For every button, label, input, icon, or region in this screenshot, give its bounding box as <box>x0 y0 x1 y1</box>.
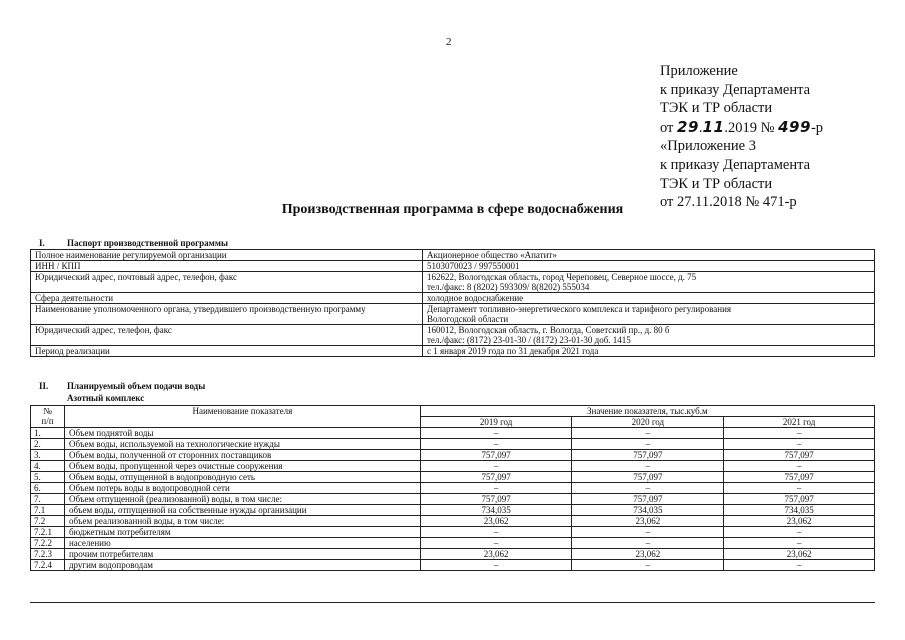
row-name: Объем воды, пропущенной через очистные сооружения <box>64 461 420 472</box>
row-value-2020: 757,097 <box>572 494 724 505</box>
row-value-2019: 757,097 <box>420 450 572 461</box>
row-name: Объем поднятой воды <box>64 428 420 439</box>
appendix-header <box>660 62 823 212</box>
passport-value <box>423 261 875 272</box>
row-value-2021: – <box>724 461 875 472</box>
row-value-2019: – <box>420 461 572 472</box>
passport-value-line: тел./факс: 8 (8202) 593309/ 8(8202) 555034 <box>427 282 590 292</box>
passport-label: Юридический адрес, почтовый адрес, телефон, факс <box>31 272 423 293</box>
passport-value <box>423 304 875 325</box>
row-value-2019: – <box>420 483 572 494</box>
bottom-rule <box>30 602 875 603</box>
row-name: Объем воды, используемой на технологические нужды <box>64 439 420 450</box>
passport-label: Юридический адрес, телефон, факс <box>31 325 423 346</box>
passport-value-line: 160012, Вологодская область, г. Вологда, Советский пр., д. 80 б <box>427 325 670 335</box>
table-row <box>31 483 875 494</box>
row-name: Объем воды, отпущенной в водопроводную сеть <box>64 472 420 483</box>
appendix-date-line <box>660 118 823 138</box>
row-value-2021: 23,062 <box>724 549 875 560</box>
row-value-2020: 757,097 <box>572 450 724 461</box>
row-value-2019: 23,062 <box>420 516 572 527</box>
handwritten-order-number: 499 <box>778 117 811 136</box>
row-value-2020: – <box>572 527 724 538</box>
passport-row <box>31 261 875 272</box>
row-value-2020: 757,097 <box>572 472 724 483</box>
passport-label: Сфера деятельности <box>31 293 423 304</box>
row-number: 7.2.1 <box>31 527 65 538</box>
table-row <box>31 461 875 472</box>
passport-table <box>30 249 875 357</box>
row-number: 7.2.4 <box>31 560 65 571</box>
appendix-line: к приказу Департамента <box>660 81 811 98</box>
passport-label: Полное наименование регулируемой организации <box>31 250 423 261</box>
row-number: 7. <box>31 494 65 505</box>
row-number: 3. <box>31 450 65 461</box>
appendix-line: от 27.11.2018 № 471-р <box>660 194 797 211</box>
passport-value-line: Вологодской области <box>427 314 509 324</box>
order-suffix: -р <box>810 119 824 136</box>
header-num: № п/п <box>31 406 65 428</box>
header-year: 2021 год <box>724 417 875 428</box>
header-values: Значение показателя, тыс.куб.м <box>420 406 874 417</box>
row-value-2019: – <box>420 527 572 538</box>
row-name: Объем потерь воды в водопроводной сети <box>64 483 420 494</box>
row-number: 7.2.2 <box>31 538 65 549</box>
handwritten-day: 29 <box>677 117 699 136</box>
section2-subtitle: Азотный комплекс <box>67 393 145 403</box>
row-value-2019: 757,097 <box>420 472 572 483</box>
section1-title: Паспорт производственной программы <box>67 238 228 248</box>
row-name: Объем воды, полученной от сторонних поставщиков <box>64 450 420 461</box>
passport-value <box>423 346 875 357</box>
row-number: 5. <box>31 472 65 483</box>
row-value-2021: – <box>724 527 875 538</box>
row-value-2019: – <box>420 538 572 549</box>
passport-value-line: с 1 января 2019 года по 31 декабря 2021 года <box>427 346 599 356</box>
passport-row <box>31 325 875 346</box>
row-value-2021: – <box>724 439 875 450</box>
passport-label: Наименование уполномоченного органа, утвердившего производственную программу <box>31 304 423 325</box>
section1-number: I. <box>39 238 45 248</box>
row-value-2020: – <box>572 483 724 494</box>
table-row <box>31 428 875 439</box>
row-name: другим водопроводам <box>64 560 420 571</box>
date-year: .2019 № <box>724 119 775 136</box>
row-value-2020: – <box>572 538 724 549</box>
row-value-2020: – <box>572 439 724 450</box>
appendix-line: ТЭК и ТР области <box>660 175 773 192</box>
header-year: 2019 год <box>420 417 572 428</box>
row-number: 7.2 <box>31 516 65 527</box>
appendix-line: Приложение <box>660 63 738 79</box>
row-value-2020: – <box>572 461 724 472</box>
table-row <box>31 439 875 450</box>
row-value-2021: – <box>724 428 875 439</box>
document-title: Производственная программа в сфере водоснабжения <box>281 202 624 217</box>
water-volume-table <box>30 405 875 571</box>
row-value-2021: 757,097 <box>724 472 875 483</box>
row-value-2019: 757,097 <box>420 494 572 505</box>
row-number: 7.1 <box>31 505 65 516</box>
passport-row <box>31 304 875 325</box>
passport-value <box>423 272 875 293</box>
passport-label: Период реализации <box>31 346 423 357</box>
handwritten-month: 11 <box>702 117 725 136</box>
passport-value <box>423 250 875 261</box>
header-year: 2020 год <box>572 417 724 428</box>
passport-row <box>31 346 875 357</box>
date-dot: . <box>698 119 703 136</box>
passport-value-line: тел./факс: (8172) 23-01-30 / (8172) 23-01-30 доб. 1415 <box>427 335 631 345</box>
row-name: объем воды, отпущенной на собственные нужды организации <box>64 505 420 516</box>
row-value-2021: 757,097 <box>724 450 875 461</box>
section2-title: Планируемый объем подачи воды <box>67 381 206 391</box>
passport-value <box>423 325 875 346</box>
table-row <box>31 538 875 549</box>
appendix-line: к приказу Департамента <box>660 156 811 173</box>
row-value-2019: 23,062 <box>420 549 572 560</box>
table-row <box>31 549 875 560</box>
row-name: населению <box>64 538 420 549</box>
row-value-2019: – <box>420 439 572 450</box>
row-value-2019: – <box>420 428 572 439</box>
passport-value-line: холодное водоснабжение <box>427 293 524 303</box>
table-row <box>31 560 875 571</box>
row-number: 4. <box>31 461 65 472</box>
row-value-2020: 734,035 <box>572 505 724 516</box>
row-number: 2. <box>31 439 65 450</box>
table-row <box>31 527 875 538</box>
passport-row <box>31 272 875 293</box>
page-number: 2 <box>446 36 452 48</box>
passport-label: ИНН / КПП <box>31 261 423 272</box>
row-value-2019: – <box>420 560 572 571</box>
row-value-2020: 23,062 <box>572 516 724 527</box>
row-value-2019: 734,035 <box>420 505 572 516</box>
table-row <box>31 516 875 527</box>
row-name: прочим потребителям <box>64 549 420 560</box>
passport-value-line: Департамент топливно-энергетического комплекса и тарифного регулирования <box>427 304 732 314</box>
section2-number: II. <box>39 381 49 391</box>
row-number: 1. <box>31 428 65 439</box>
table-row <box>31 450 875 461</box>
section1-heading <box>39 238 228 248</box>
passport-row <box>31 250 875 261</box>
table-row <box>31 472 875 483</box>
table-row <box>31 494 875 505</box>
header-name: Наименование показателя <box>64 406 420 428</box>
row-value-2021: 757,097 <box>724 494 875 505</box>
row-value-2020: – <box>572 560 724 571</box>
passport-value-line: 5103070023 / 997550001 <box>427 261 520 271</box>
row-number: 7.2.3 <box>31 549 65 560</box>
date-prefix: от <box>660 119 678 136</box>
row-name: объем реализованной воды, в том числе: <box>64 516 420 527</box>
row-value-2021: – <box>724 538 875 549</box>
row-number: 6. <box>31 483 65 494</box>
section2-heading <box>39 381 205 391</box>
row-value-2021: 23,062 <box>724 516 875 527</box>
appendix-line: ТЭК и ТР области <box>660 100 773 117</box>
appendix-line: «Приложение 3 <box>660 138 756 155</box>
passport-value <box>423 293 875 304</box>
row-value-2020: 23,062 <box>572 549 724 560</box>
table-row <box>31 505 875 516</box>
row-name: бюджетным потребителям <box>64 527 420 538</box>
passport-value-line: Акционерное общество «Апатит» <box>427 250 557 260</box>
row-value-2021: – <box>724 560 875 571</box>
row-name: Объем отпущенной (реализованной) воды, в том числе: <box>64 494 420 505</box>
row-value-2021: 734,035 <box>724 505 875 516</box>
passport-value-line: 162622, Вологодская область, город Череповец, Северное шоссе, д. 75 <box>427 272 697 282</box>
passport-row <box>31 293 875 304</box>
row-value-2021: – <box>724 483 875 494</box>
row-value-2020: – <box>572 428 724 439</box>
